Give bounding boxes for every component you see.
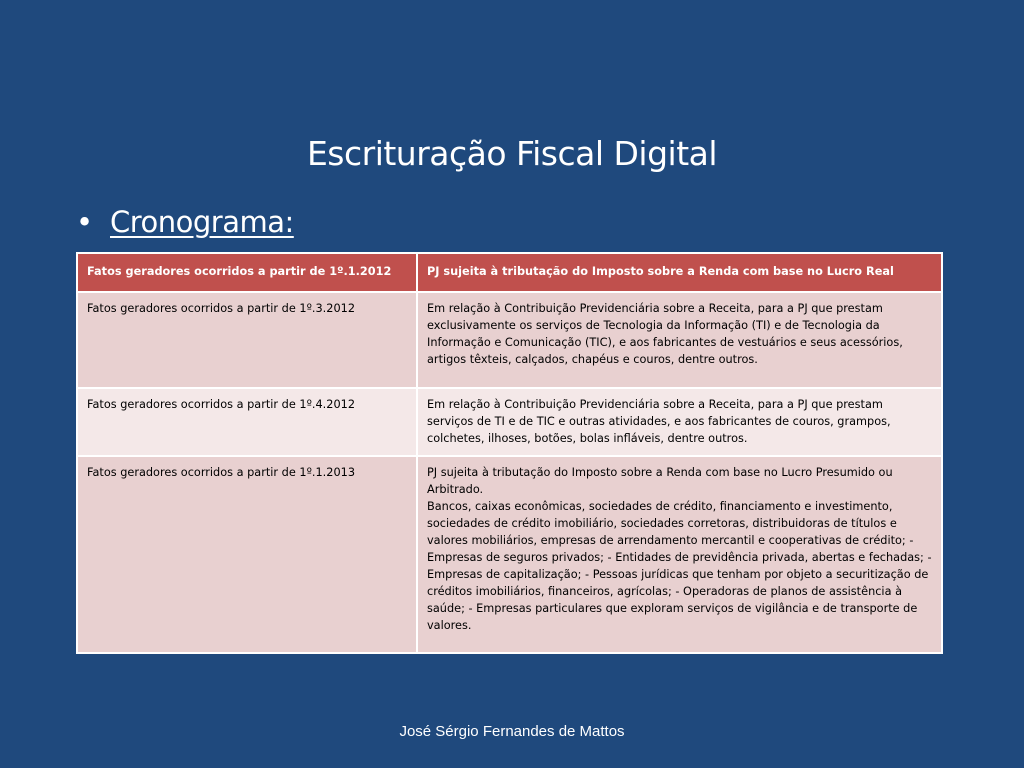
cell-date: Fatos geradores ocorridos a partir de 1º.3.2012 <box>77 292 417 388</box>
table-header-row <box>77 253 942 292</box>
bullet-text: Cronograma: <box>110 205 294 239</box>
table-row <box>77 292 942 388</box>
header-cell-date: Fatos geradores ocorridos a partir de 1º.1.2012 <box>77 253 417 292</box>
header-cell-description: PJ sujeita à tributação do Imposto sobre a Renda com base no Lucro Real <box>417 253 942 292</box>
bullet-item <box>76 205 294 239</box>
slide-title: Escrituração Fiscal Digital <box>306 134 718 173</box>
cell-description: Em relação à Contribuição Previdenciária sobre a Receita, para a PJ que prestam exclusivamente os serviços de Tecnologia da Informação (TI) e de Tecnologia da Informação e Comunicação (TIC), e aos fabricantes de vestuários e seus acessórios, artigos têxteis, calçados, chapéus e couros, dentre outros. <box>417 292 942 388</box>
footer-author: José Sérgio Fernandes de Mattos <box>399 723 625 740</box>
bullet-icon: • <box>76 205 94 239</box>
cell-description <box>417 456 942 653</box>
table-row <box>77 456 942 653</box>
table-row <box>77 388 942 456</box>
cell-description-line: PJ sujeita à tributação do Imposto sobre a Renda com base no Lucro Presumido ou Arbitrado. <box>427 466 893 496</box>
cell-description-line: Bancos, caixas econômicas, sociedades de crédito, financiamento e investimento, sociedades de crédito imobiliário, sociedades corretoras, distribuidoras de títulos e valores mobiliários, empresas de arrendamento mercantil e cooperativas de crédito; - Empresas de seguros privados; - Entidades de previdência privada, abertas e fechadas; - Empresas de capitalização; - Pessoas jurídicas que tenham por objeto a securitização de créditos imobiliários, financeiros, agrícolas; - Operadoras de planos de assistência à saúde; - Empresas particulares que exploram serviços de vigilância e de transporte de valores. <box>427 500 932 632</box>
cell-date: Fatos geradores ocorridos a partir de 1º.1.2013 <box>77 456 417 653</box>
cell-date: Fatos geradores ocorridos a partir de 1º.4.2012 <box>77 388 417 456</box>
cell-description: Em relação à Contribuição Previdenciária sobre a Receita, para a PJ que prestam serviços de TI e de TIC e outras atividades, e aos fabricantes de couros, grampos, colchetes, ilhoses, botões, bolas infláveis, dentre outros. <box>417 388 942 456</box>
schedule-table <box>76 252 943 654</box>
